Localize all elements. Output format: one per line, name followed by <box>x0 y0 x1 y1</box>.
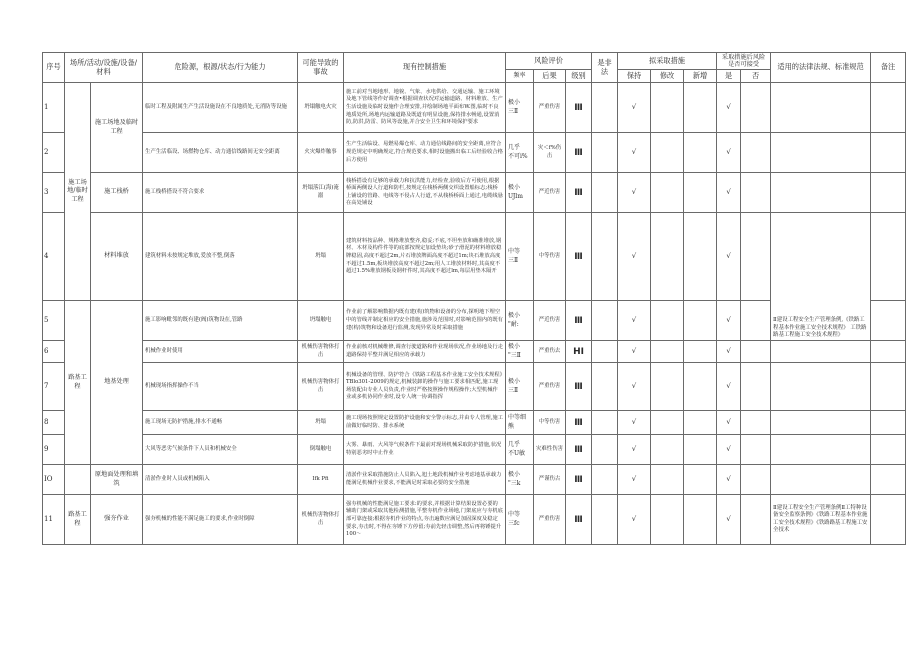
header-after: 采取措施后风险是否可接受 <box>717 53 771 70</box>
no-cell <box>741 301 771 341</box>
no-cell <box>741 465 771 495</box>
row-seq: 3 <box>43 173 65 213</box>
acceptable-cell <box>592 465 618 495</box>
no-cell <box>741 341 771 363</box>
freq-cell: 极小 "三k <box>506 465 534 495</box>
keep-check: √ <box>618 213 651 301</box>
risk-assessment-sheet <box>42 52 896 545</box>
header-hazard: 危险源，根源/状态/行为能力 <box>143 53 298 83</box>
acceptable-cell <box>592 213 618 301</box>
remark-cell <box>871 363 906 411</box>
row-seq: 4 <box>43 213 65 301</box>
no-cell <box>741 133 771 173</box>
group-site-construction: 施工场地/临时工程 <box>65 83 91 301</box>
table-row <box>43 435 906 465</box>
add-cell <box>684 341 717 363</box>
keep-check: √ <box>618 301 651 341</box>
keep-check: √ <box>618 363 651 411</box>
law-cell <box>771 465 871 495</box>
level-cell: Ⅲ <box>566 465 592 495</box>
law-cell <box>771 411 871 435</box>
freq-cell: 中等 三fc <box>506 495 534 545</box>
table-row <box>43 495 906 545</box>
consequence-cell: 严谨伤古 <box>534 465 566 495</box>
freq-cell: 中等 三Ⅱ <box>506 213 534 301</box>
level-cell: Ⅲ <box>566 173 592 213</box>
group-empty <box>65 465 91 495</box>
keep-check: √ <box>618 173 651 213</box>
keep-check: √ <box>618 83 651 133</box>
controls-cell: 清淤作业采取措施防止人员陷入,旭土地段机械作业考虑地基承载力能满足机械作业要求,不能满足时采取必要的安全措施 <box>344 465 506 495</box>
remark-cell <box>871 341 906 363</box>
yes-check: √ <box>717 341 741 363</box>
remark-cell <box>871 301 906 341</box>
controls-cell: 建筑材料按品种、规格堆放整齐,稳妥;不底,不坦坐放和确准堆放,钢材、木材及构件件等的底部按规定加设垫块;砂子滑泥的材料堆放稳牌稳固,高度不超过2m,片石堆放牌面高度不超过1m;块石堆放高度不超过1.5m,板块堆放高度不超过2m;用人工堆放材料时,其高度不超过1.5%堆放钢板及钢杆件时,其高度不超过lm,每层用垫木隔开 <box>344 213 506 301</box>
acceptable-cell <box>592 83 618 133</box>
yes-check: √ <box>717 495 741 545</box>
controls-cell: 大雾、暴雨、大风等气候条件下最前对现场机械采取防护措施,状况特别恶劣时中止作业 <box>344 435 506 465</box>
law-cell <box>771 173 871 213</box>
table-row <box>43 173 906 213</box>
add-cell <box>684 435 717 465</box>
modify-cell <box>651 341 684 363</box>
controls-cell: 栈桥搭设有足够的承载力和抗洪能力,经检查,验收后方可使用,根据桥面两侧设人行道和防栏,按规定在栈桥两侧交织设置船标志;栈桥上铺设的管路、电线等不侵占人行道,不从栈桥桥面上通过,电缆线悬在高处铺设 <box>344 173 506 213</box>
modify-cell <box>651 435 684 465</box>
remark-cell <box>871 173 906 213</box>
law-cell <box>771 363 871 411</box>
level-cell: Ⅲ <box>566 213 592 301</box>
table-row <box>43 341 906 363</box>
header-acceptable: 是非法 <box>592 53 618 83</box>
header-accident: 可能导致的事故 <box>298 53 344 83</box>
sub-foundation: 地基处理 <box>91 301 143 465</box>
consequence-cell: 中等伤害 <box>534 411 566 435</box>
law-cell: Ⅱ建设工程安全生产管理条例Ⅱ工特种设备安全监察条例》《铁路工程基本作业施工安全技术规程》《铁路路基工程施工安全技术 <box>771 495 871 545</box>
hazard-cell: 大风等恶劣气候条件下人员和机械安全 <box>143 435 298 465</box>
controls-cell: 施工前对当地地形、地貌、气象、水电供给、交通运输、施工环境及地下管线等作好调查•根据调查状况对运输道路、材料堆放、生产生活设施及临时设施作合理安排,并绘制场地平面布W.图,临时不良地质处所,场地内运输道路及既道有明显设施,保持排水畅通,设置消防,防洪,防雷、防风等设施,并合安全卫生和环境保护要求 <box>344 83 506 133</box>
yes-check: √ <box>717 133 741 173</box>
accident-cell: 火灾爆炸触事 <box>298 133 344 173</box>
modify-cell <box>651 465 684 495</box>
group-roadbed: 路基工程 <box>65 301 91 465</box>
level-cell: Ⅲ <box>566 435 592 465</box>
remark-cell <box>871 83 906 133</box>
level-cell: Ⅲ <box>566 495 592 545</box>
acceptable-cell <box>592 133 618 173</box>
keep-check: √ <box>618 465 651 495</box>
sub-trestle: 施工栈桥 <box>91 173 143 213</box>
level-cell: Ⅲ <box>566 83 592 133</box>
acceptable-cell <box>592 495 618 545</box>
accident-cell: 坍塌落江(海)淹溺 <box>298 173 344 213</box>
hazard-cell: 机械现场指挥操作不当 <box>143 363 298 411</box>
modify-cell <box>651 495 684 545</box>
freq-cell: 极小 "耐: <box>506 301 534 341</box>
law-cell <box>771 341 871 363</box>
header-controls: 现有控制措施 <box>344 53 506 83</box>
header-no: 否 <box>741 70 771 83</box>
law-cell <box>771 83 871 133</box>
sub-dynamic-compaction: 强夯作业 <box>91 495 143 545</box>
acceptable-cell <box>592 411 618 435</box>
add-cell <box>684 465 717 495</box>
table-row <box>43 83 906 133</box>
keep-check: √ <box>618 495 651 545</box>
no-cell <box>741 173 771 213</box>
table-row <box>43 213 906 301</box>
add-cell <box>684 133 717 173</box>
add-cell <box>684 363 717 411</box>
modify-cell <box>651 363 684 411</box>
keep-check: √ <box>618 435 651 465</box>
header-adopt: 拟采取措施 <box>618 53 717 70</box>
row-seq: 5 <box>43 301 65 341</box>
header-keep: 保持 <box>618 70 651 83</box>
accident-cell: 坍塌 <box>298 213 344 301</box>
no-cell <box>741 435 771 465</box>
consequence-cell: 严重伤去 <box>534 341 566 363</box>
hazard-cell: 施工影响毗邻的既有建(阀)筑物设在,管路 <box>143 301 298 341</box>
freq-cell: 中等细熊 <box>506 411 534 435</box>
yes-check: √ <box>717 363 741 411</box>
row-seq: 1 <box>43 83 65 133</box>
consequence-cell: 严近伤害 <box>534 173 566 213</box>
modify-cell <box>651 411 684 435</box>
row-seq: IO <box>43 465 65 495</box>
add-cell <box>684 411 717 435</box>
hazard-cell: 强夯机械的性能不满足施工的要求,作业时倒障 <box>143 495 298 545</box>
hazard-cell: 施工栈桥搭设不符合要求 <box>143 173 298 213</box>
controls-cell: 强夯机械的性能满足施工要求:的要求,并根据计算结果设置必要的辅助门架或采取其他检测措施,平整夯机作业场地,门架底应与夯机底部可靠连接;根据夯机作业的特点,夯击遍数应满足加固深度及稳定要求,夯击时,不得在夯锤下方停留;夯前先轻击调整,然后再将锤提升100～ <box>344 495 506 545</box>
yes-check: √ <box>717 83 741 133</box>
remark-cell <box>871 465 906 495</box>
group-roadbed-2: 路基工程 <box>65 495 91 545</box>
accident-cell: 机械伤害物体打击 <box>298 495 344 545</box>
accident-cell: 倒塌触电 <box>298 435 344 465</box>
yes-check: √ <box>717 465 741 495</box>
header-risk-eval: 风险评价 <box>506 53 592 70</box>
add-cell <box>684 83 717 133</box>
controls-cell: 施工现场按照规定设置防护设施和安全警示标志,并由专人管理,施工前做好临时防、排水系统 <box>344 411 506 435</box>
remark-cell <box>871 133 906 173</box>
level-cell: Ⅲ <box>566 363 592 411</box>
header-remark: 备注 <box>871 53 906 83</box>
table-row <box>43 133 906 173</box>
freq-cell: 极小 三Ⅱ <box>506 83 534 133</box>
remark-cell <box>871 495 906 545</box>
remark-cell <box>871 411 906 435</box>
hazard-cell: 施工现场无防护措施,排水不通畅 <box>143 411 298 435</box>
header-freq: 频率 <box>506 70 534 83</box>
freq-cell: 极小 "三Ⅱ <box>506 341 534 363</box>
level-cell: Ⅲ <box>566 301 592 341</box>
law-cell: Ⅱ建设工程安全生产管理条例,《铁路工程基本作业施工安全技术规程》 工铁路路基工程施工安全技术规程》 <box>771 213 871 341</box>
header-add: 新增 <box>684 70 717 83</box>
hazard-cell: 临时工程及附属生产生活设施设在不良地质处,无消防等设施 <box>143 83 298 133</box>
row-seq: 9 <box>43 435 65 465</box>
consequence-cell: 严重伤害 <box>534 83 566 133</box>
accident-cell: 坍塌触电火灾 <box>298 83 344 133</box>
consequence-cell: 严重伤害 <box>534 495 566 545</box>
table-row <box>43 363 906 411</box>
sub-site: 施工场地及临时工程 <box>91 83 143 173</box>
consequence-cell: 严近伤害 <box>534 301 566 341</box>
yes-check: √ <box>717 173 741 213</box>
acceptable-cell <box>592 301 618 341</box>
consequence-cell: 严重伤害 <box>534 363 566 411</box>
freq-cell: 极小 UJlm <box>506 173 534 213</box>
risk-table <box>42 52 906 545</box>
no-cell <box>741 495 771 545</box>
yes-check: √ <box>717 213 741 301</box>
acceptable-cell <box>592 363 618 411</box>
consequence-cell: 灾＜f%伤击 <box>534 133 566 173</box>
header-level: 级别 <box>566 70 592 83</box>
law-cell <box>771 435 871 465</box>
modify-cell <box>651 133 684 173</box>
remark-cell <box>871 213 906 301</box>
acceptable-cell <box>592 435 618 465</box>
accident-cell: Ifk Pfi <box>298 465 344 495</box>
hazard-cell: 生产生活临设、场燃物仓库、动力通信线路间无安全距离 <box>143 133 298 173</box>
row-seq: 6 <box>43 341 65 363</box>
controls-cell: 生产生活临设、易燃易爆仓库、动力通信线路间的安全距离,应符合规范规定中明确规定,符合规范要求,相时设施搬出临工后经验收合格后方使用 <box>344 133 506 173</box>
add-cell <box>684 213 717 301</box>
accident-cell: 坍塌触电 <box>298 301 344 341</box>
modify-cell <box>651 213 684 301</box>
law-cell <box>771 133 871 173</box>
row-seq: 7 <box>43 363 65 411</box>
header-consequence: 后果 <box>534 70 566 83</box>
sub-ground-fill: 原地面处理和填筑 <box>91 465 143 495</box>
row-seq: 8 <box>43 411 65 435</box>
modify-cell <box>651 83 684 133</box>
sub-material: 材料堆放 <box>91 213 143 301</box>
header-law: 适用的法律法规、标准规范 <box>771 53 871 83</box>
freq-cell: 极小 三Ⅱ <box>506 363 534 411</box>
header-modify: 修改 <box>651 70 684 83</box>
no-cell <box>741 363 771 411</box>
yes-check: √ <box>717 411 741 435</box>
add-cell <box>684 301 717 341</box>
row-seq: 11 <box>43 495 65 545</box>
yes-check: √ <box>717 435 741 465</box>
accident-cell: 机械伤害物体打击 <box>298 341 344 363</box>
hazard-cell: 建筑材料未按规定堆放,爱放不整,倒落 <box>143 213 298 301</box>
level-cell: Ⅲ <box>566 411 592 435</box>
header-site: 场所/活动/设施/设备/材料 <box>65 53 143 83</box>
accident-cell: 坍塌 <box>298 411 344 435</box>
modify-cell <box>651 173 684 213</box>
hazard-cell: 机械作业时使用 <box>143 341 298 363</box>
hazard-cell: 清淤作业时人员或机械陷入 <box>143 465 298 495</box>
level-cell: Ⅲ <box>566 133 592 173</box>
yes-check: √ <box>717 301 741 341</box>
no-cell <box>741 213 771 301</box>
consequence-cell: 中等伤害 <box>534 213 566 301</box>
keep-check: √ <box>618 133 651 173</box>
freq-cell: 几乎 不U敏 <box>506 435 534 465</box>
controls-cell: 作业前了解影响数据内既有建(构)筑物和设备的分布,探明地下埋空中的管线并制定相应的安全措施,施涉及范围时,对影响范围内的既有建(构)筑物和设备进行监测,发现异常及时采取措施 <box>344 301 506 341</box>
keep-check: √ <box>618 341 651 363</box>
acceptable-cell <box>592 173 618 213</box>
controls-cell: 机械设备的管理、防护符合《铁路工程基本作业施工安全技术规程》TBlo301-2009的规定,机械装卸的操作与施工要求相匹配,施工现场装配由专业人员负责,作业时严格按照操作规程操作;大型机械作业或多机协同作业时,设专人统一协调指挥 <box>344 363 506 411</box>
no-cell <box>741 411 771 435</box>
no-cell <box>741 83 771 133</box>
modify-cell <box>651 301 684 341</box>
header-yes: 是 <box>717 70 741 83</box>
remark-cell <box>871 435 906 465</box>
table-row <box>43 465 906 495</box>
freq-cell: 几乎 不可i% <box>506 133 534 173</box>
table-row <box>43 411 906 435</box>
keep-check: √ <box>618 411 651 435</box>
accident-cell: 机械伤害物体打击 <box>298 363 344 411</box>
consequence-cell: 灾难性伤害 <box>534 435 566 465</box>
controls-cell: 作业前核对机械维修,调查行驶道路和作业现场状况,作业场地及行走道路保持平整并满足相应的承载力 <box>344 341 506 363</box>
row-seq: 2 <box>43 133 65 173</box>
acceptable-cell <box>592 341 618 363</box>
level-cell: HI <box>566 341 592 363</box>
add-cell <box>684 495 717 545</box>
add-cell <box>684 173 717 213</box>
header-seq: 序号 <box>43 53 65 83</box>
